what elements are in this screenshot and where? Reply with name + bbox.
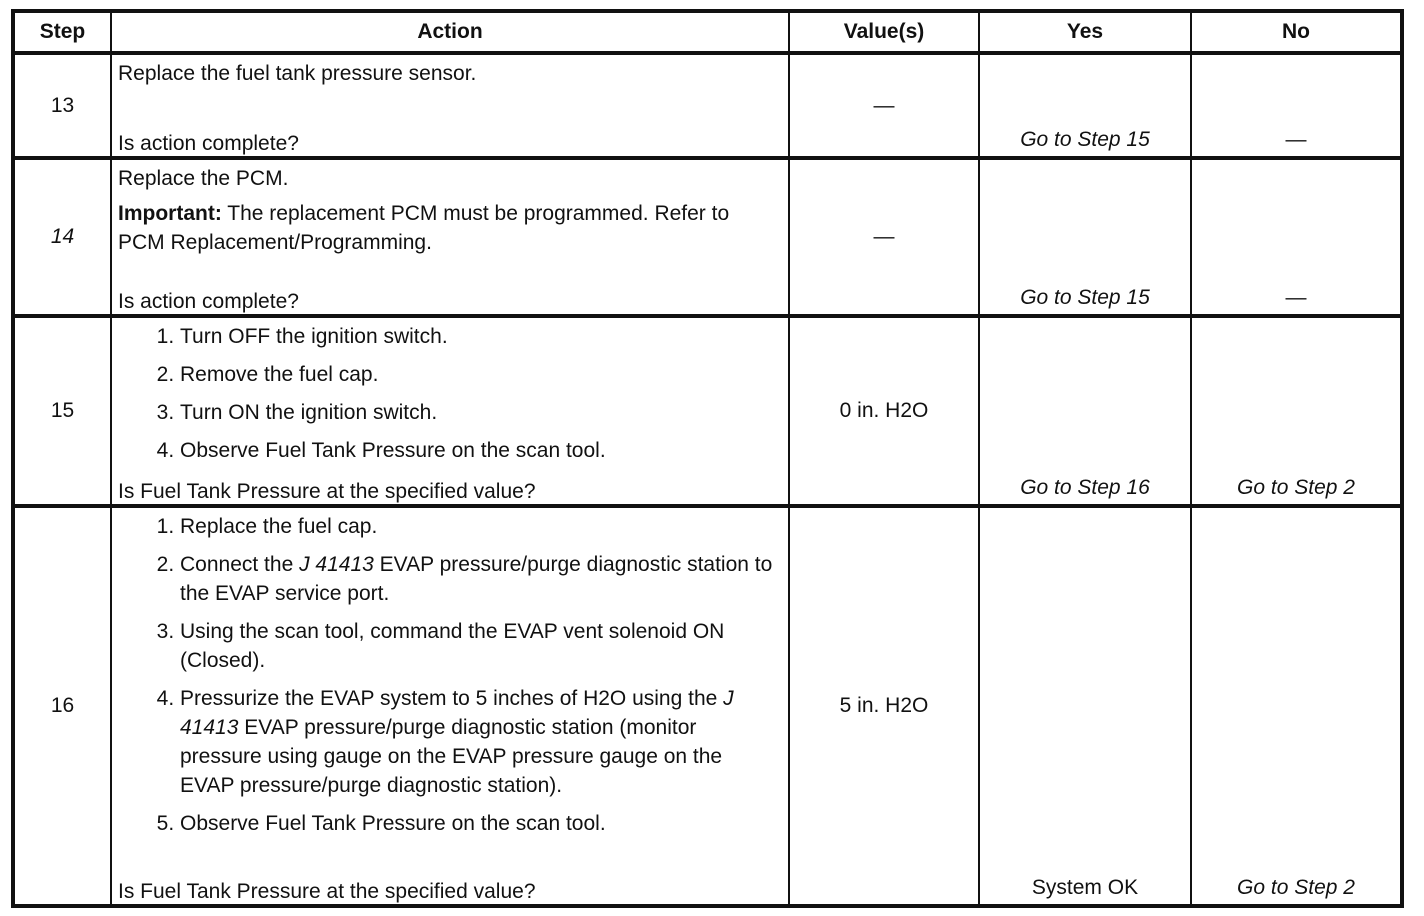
value-text: —: [873, 225, 895, 248]
action-question: Is action complete?: [118, 132, 299, 155]
action-cell: [111, 506, 789, 906]
tool-number: J 41413: [299, 553, 374, 576]
list-item: 1. Turn OFF the ignition switch.: [180, 322, 780, 351]
table-row-14: [13, 158, 1402, 316]
table-row-16: [13, 506, 1402, 906]
yes-cell: [979, 53, 1191, 158]
value-text: 5 in. H2O: [839, 694, 929, 717]
list-item: 3. Using the scan tool, command the EVAP vent solenoid ON (Closed).: [180, 617, 780, 675]
item-text: Connect the: [180, 553, 300, 576]
list-item: 5. Observe Fuel Tank Pressure on the scan tool.: [180, 809, 780, 838]
no-cell: [1191, 53, 1402, 158]
yes-cell: [979, 316, 1191, 506]
value-text: —: [873, 93, 895, 117]
header-row: [13, 11, 1402, 53]
important-text: The replacement PCM must be programmed. Refer to PCM Replacement/Programming.: [118, 202, 730, 254]
tool-number: J 41413: [180, 687, 734, 739]
header-no: No: [1191, 11, 1402, 53]
action-question: Is Fuel Tank Pressure at the specified value?: [118, 480, 536, 503]
action-list: [118, 322, 780, 465]
header-action: Action: [111, 11, 789, 53]
list-item: 4. Observe Fuel Tank Pressure on the scan tool.: [180, 436, 780, 465]
action-question: Is action complete?: [118, 290, 299, 313]
header-step: Step: [13, 11, 111, 53]
no-link[interactable]: Go to Step 2: [1237, 876, 1355, 899]
yes-link[interactable]: Go to Step 16: [1020, 476, 1150, 499]
important-note: [118, 199, 780, 257]
yes-link[interactable]: Go to Step 15: [1020, 128, 1150, 151]
list-item: 2. Remove the fuel cap.: [180, 360, 780, 389]
yes-link[interactable]: Go to Step 15: [1020, 286, 1150, 309]
value-cell: [789, 53, 979, 158]
important-label: Important:: [118, 202, 222, 225]
action-list: [118, 512, 780, 838]
action-text: Replace the PCM.: [118, 167, 289, 190]
table-row-13: [13, 53, 1402, 158]
yes-cell: [979, 158, 1191, 316]
diagnostic-table: [11, 9, 1404, 908]
list-item: [180, 684, 780, 800]
item-text: EVAP pressure/purge diagnostic station (monitor pressure using gauge on the EVAP pressure gauge on the EVAP pressure/purge diagnostic station).: [180, 716, 723, 797]
action-question: Is Fuel Tank Pressure at the specified value?: [118, 880, 536, 903]
no-cell: [1191, 506, 1402, 906]
step-number: 15: [13, 316, 111, 506]
list-item: 1. Replace the fuel cap.: [180, 512, 780, 541]
no-cell: [1191, 158, 1402, 316]
step-number: 16: [13, 506, 111, 906]
header-values: Value(s): [789, 11, 979, 53]
item-text: EVAP pressure/purge diagnostic station to the EVAP service port.: [180, 553, 773, 605]
yes-cell: [979, 506, 1191, 906]
list-item: 3. Turn ON the ignition switch.: [180, 398, 780, 427]
step-number: 13: [13, 53, 111, 158]
no-text: —: [1285, 286, 1307, 309]
value-text: 0 in. H2O: [839, 399, 929, 422]
item-text: Pressurize the EVAP system to 5 inches of H2O using the: [180, 687, 724, 710]
no-text: —: [1285, 128, 1307, 151]
no-link[interactable]: Go to Step 2: [1237, 476, 1355, 499]
table-row-15: [13, 316, 1402, 506]
list-item: [180, 550, 780, 608]
no-cell: [1191, 316, 1402, 506]
value-cell: [789, 316, 979, 506]
action-cell: [111, 158, 789, 316]
value-cell: [789, 506, 979, 906]
header-yes: Yes: [979, 11, 1191, 53]
yes-text: System OK: [1031, 876, 1139, 899]
action-cell: [111, 53, 789, 158]
step-number: 14: [13, 158, 111, 316]
action-cell: [111, 316, 789, 506]
action-text: Replace the fuel tank pressure sensor.: [118, 62, 477, 85]
value-cell: [789, 158, 979, 316]
